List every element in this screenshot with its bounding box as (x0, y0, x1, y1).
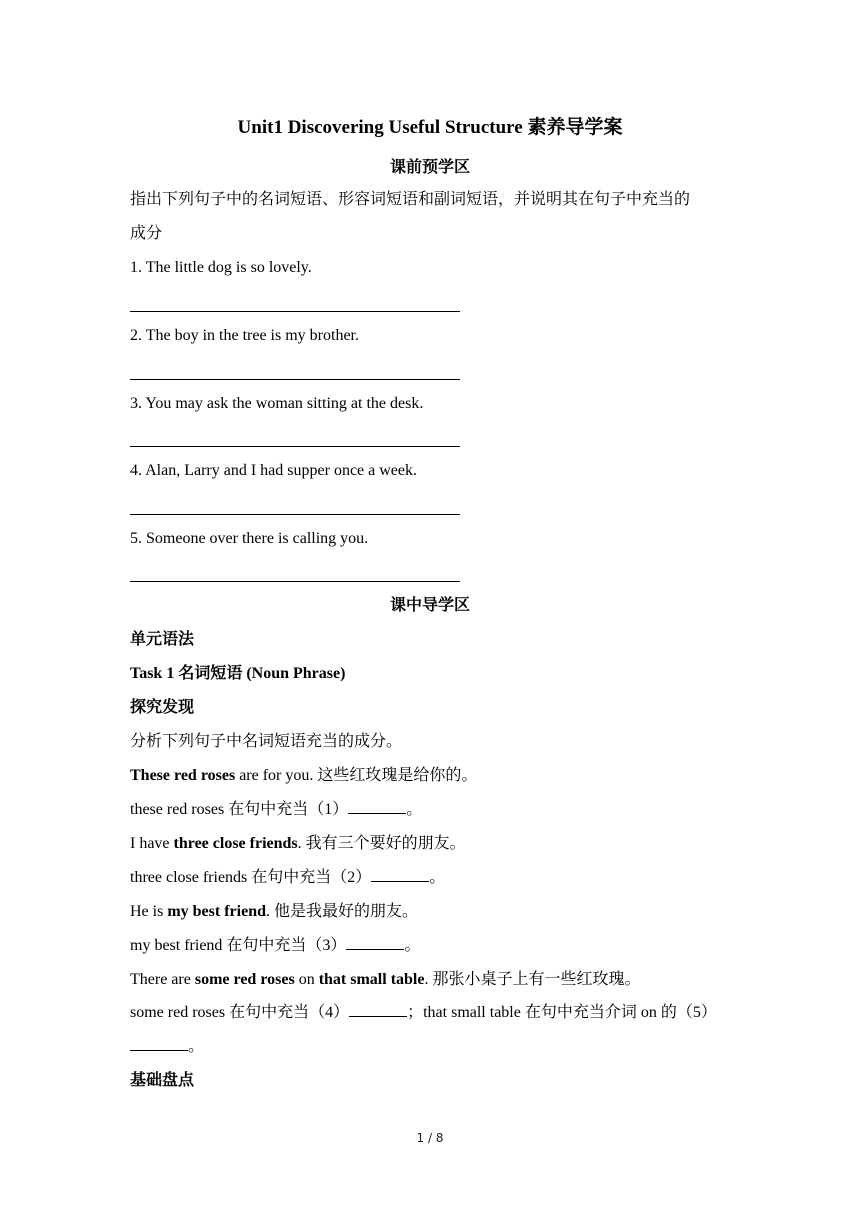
question-1: 1. The little dog is so lovely. (130, 259, 312, 276)
period: 。 (188, 1038, 205, 1055)
example-question-5 (130, 1035, 740, 1059)
sentence-text: . 那张小桌子上有一些红玫瑰。 (424, 971, 641, 988)
basics-heading: 基础盘点 (130, 1072, 195, 1089)
answer-blank-5[interactable] (130, 1036, 188, 1051)
sentence-text: I have (130, 835, 174, 852)
example-question-3 (130, 934, 740, 958)
period: 。 (404, 937, 421, 954)
intro-line-1: 指出下列句子中的名词短语、形容词短语和副词短语，并说明其在句子中充当的 (130, 191, 691, 208)
answer-line-3[interactable] (130, 446, 460, 447)
answer-blank-4[interactable] (349, 1002, 407, 1017)
example-sentence-4 (130, 968, 740, 992)
example-sentence-3 (130, 900, 740, 924)
grammar-heading: 单元语法 (130, 631, 195, 648)
document-title: Unit1 Discovering Useful Structure 素养导学案 (237, 117, 623, 138)
answer-blank-3[interactable] (346, 935, 404, 950)
noun-phrase: These red roses (130, 767, 236, 784)
explore-heading: 探究发现 (130, 699, 195, 716)
question-text: these red roses 在句中充当（1） (130, 801, 349, 818)
section-heading-in-class: 课中导学区 (389, 597, 470, 614)
noun-phrase: three close friends (173, 835, 298, 852)
sentence-text: . 我有三个要好的朋友。 (297, 835, 466, 852)
question-3: 3. You may ask the woman sitting at the desk. (130, 395, 424, 412)
sentence-text: He is (130, 903, 168, 920)
question-text: some red roses 在句中充当（4） (130, 1004, 350, 1021)
answer-line-2[interactable] (130, 379, 460, 380)
period: 。 (429, 869, 446, 886)
question-4: 4. Alan, Larry and I had supper once a week. (130, 462, 417, 479)
question-text: ；that small table 在句中充当介词 on 的（5） (407, 1004, 717, 1021)
sentence-text: on (294, 971, 319, 988)
noun-phrase: that small table (318, 971, 425, 988)
example-question-2 (130, 866, 740, 890)
noun-phrase: some red roses (194, 971, 295, 988)
intro-line-2: 成分 (130, 225, 163, 242)
answer-line-5[interactable] (130, 581, 460, 582)
example-sentence-2 (130, 832, 740, 856)
sentence-text: are for you. 这些红玫瑰是给你的。 (235, 767, 478, 784)
answer-line-1[interactable] (130, 311, 460, 312)
example-question-4 (130, 1001, 740, 1025)
question-5: 5. Someone over there is calling you. (130, 530, 369, 547)
sentence-text: . 他是我最好的朋友。 (265, 903, 418, 920)
example-sentence-1 (130, 764, 740, 788)
question-text: my best friend 在句中充当（3） (130, 937, 347, 954)
page-number: 1 / 8 (416, 1131, 444, 1145)
question-text: three close friends 在句中充当（2） (130, 869, 372, 886)
answer-blank-1[interactable] (348, 799, 406, 814)
question-2: 2. The boy in the tree is my brother. (130, 327, 359, 344)
noun-phrase: my best friend (167, 903, 266, 920)
task-1-heading: Task 1 名词短语 (Noun Phrase) (130, 665, 346, 682)
answer-blank-2[interactable] (371, 867, 429, 882)
period: 。 (406, 801, 423, 818)
sentence-text: There are (130, 971, 195, 988)
example-question-1 (130, 798, 740, 822)
analyze-instruction: 分析下列句子中名词短语充当的成分。 (130, 733, 403, 750)
answer-line-4[interactable] (130, 514, 460, 515)
section-heading-preview: 课前预学区 (389, 159, 470, 176)
